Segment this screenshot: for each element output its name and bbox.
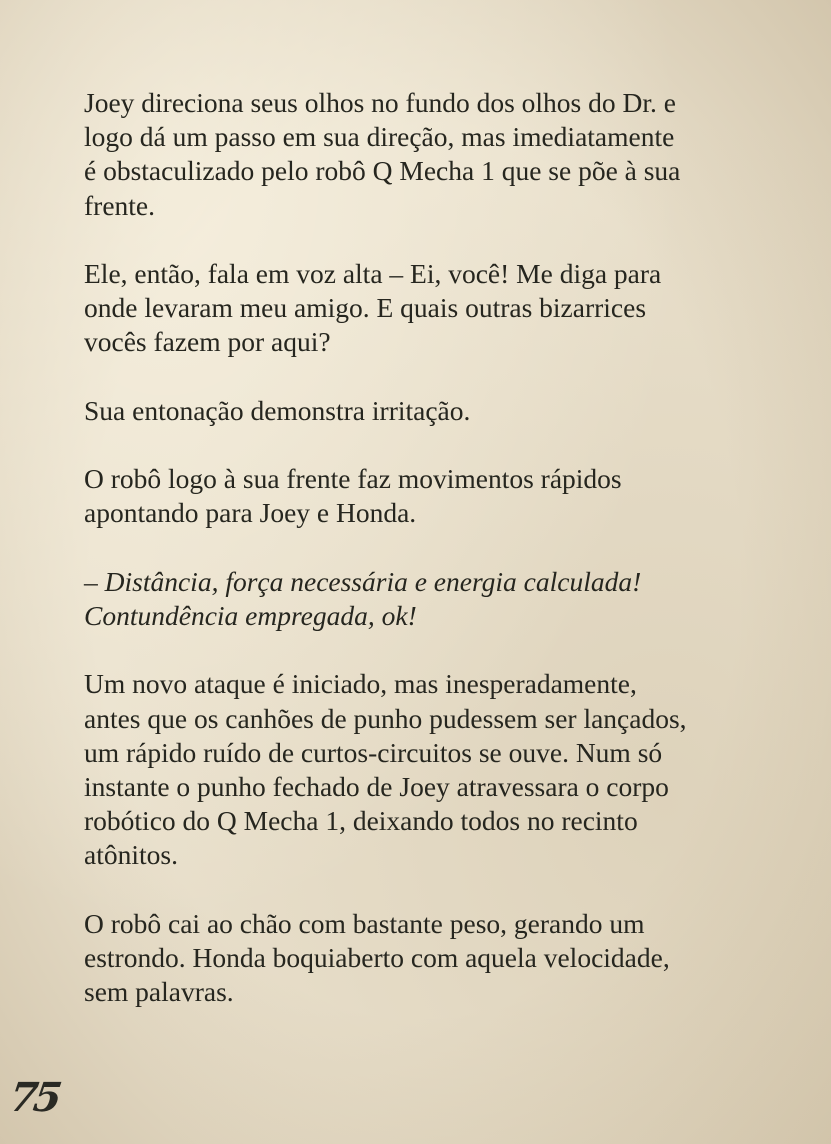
text-line: Ele, então, fala em voz alta – Ei, você! Me diga para (84, 258, 662, 289)
text-line: Joey direciona seus olhos no fundo dos olhos do Dr. e (84, 87, 676, 118)
text-line: robótico do Q Mecha 1, deixando todos no recinto (84, 805, 638, 837)
paragraph (84, 394, 804, 428)
text-line: um rápido ruído de curtos-circuitos se ouve. Num só (84, 736, 663, 768)
text-line: instante o punho fechado de Joey atravessara o corpo (84, 770, 669, 802)
page-number: 75 (6, 1074, 61, 1121)
text-line: estrondo. Honda boquiaberto com aquela velocidade, (84, 941, 670, 973)
paragraph (84, 257, 804, 360)
paragraph (84, 907, 804, 1010)
text-line: sem palavras. (84, 976, 234, 1008)
text-line: atônitos. (84, 839, 178, 871)
text-line: é obstaculizado pelo robô Q Mecha 1 que se põe à sua (84, 155, 681, 187)
text-line: onde levaram meu amigo. E quais outras bizarrices (84, 292, 647, 324)
paragraph (84, 462, 804, 530)
paragraph (84, 86, 804, 223)
text-line: O robô logo à sua frente faz movimentos rápidos (84, 463, 622, 495)
text-line: apontando para Joey e Honda. (84, 497, 417, 529)
paragraph (84, 667, 804, 872)
text-line: Um novo ataque é iniciado, mas inesperadamente, (84, 668, 637, 700)
text-line: – Distância, força necessária e energia calculada! (84, 565, 642, 597)
page-body-text (84, 86, 804, 1044)
text-line: antes que os canhões de punho pudessem ser lançados, (84, 702, 687, 734)
text-line: logo dá um passo em sua direção, mas imediatamente (84, 121, 675, 153)
text-line: O robô cai ao chão com bastante peso, gerando um (84, 907, 645, 939)
text-line: Sua entonação demonstra irritação. (84, 394, 471, 426)
text-line: Contundência empregada, ok! (84, 599, 417, 631)
text-line: frente. (84, 189, 155, 221)
dialogue-paragraph (84, 565, 804, 633)
text-line: vocês fazem por aqui? (84, 326, 331, 358)
